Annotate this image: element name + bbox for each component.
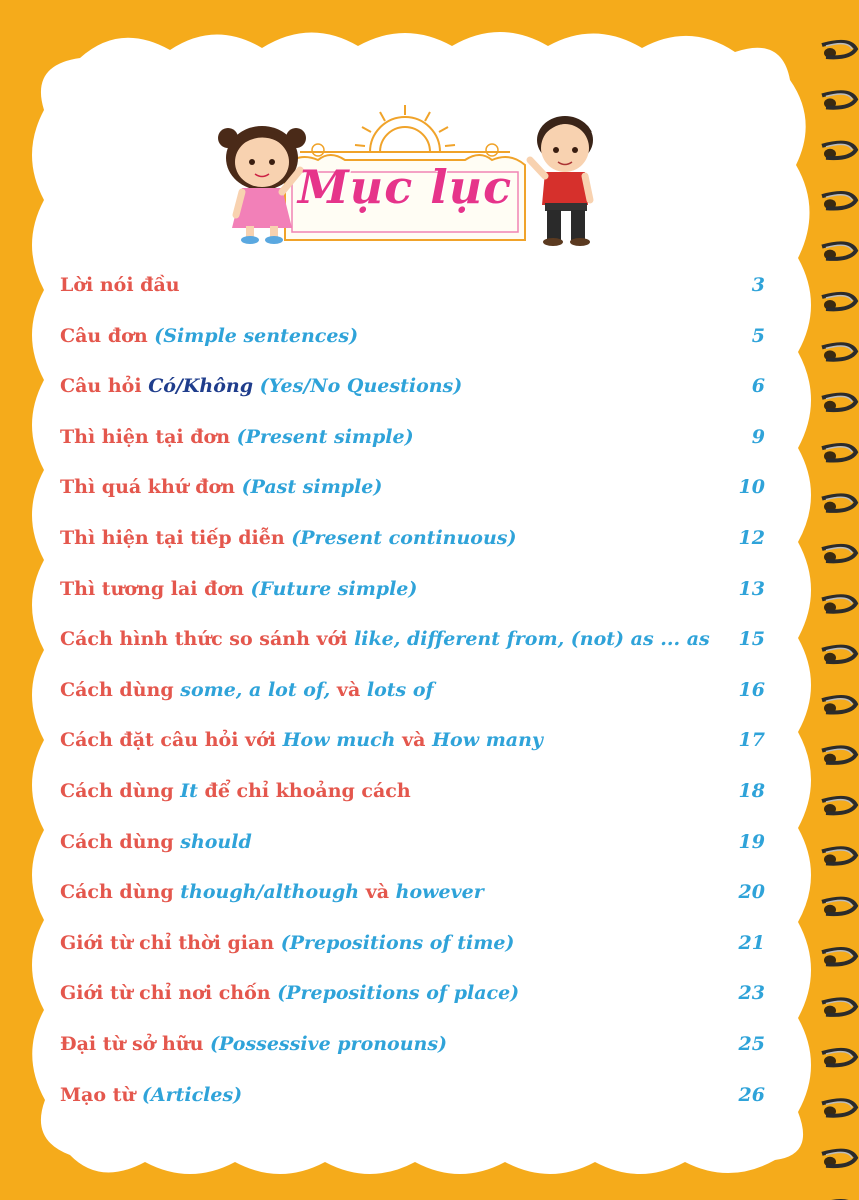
toc-entry-text: Có/Không — [148, 375, 254, 398]
spiral-ring — [822, 243, 856, 259]
toc-entry[interactable] — [60, 566, 765, 617]
toc-entry-text: (Yes/No Questions) — [253, 375, 463, 398]
toc-entry-text: though/although — [180, 881, 360, 904]
spiral-ring — [822, 899, 856, 915]
table-of-contents — [60, 262, 765, 1122]
toc-entry[interactable] — [60, 313, 765, 364]
toc-entry[interactable] — [60, 869, 765, 920]
toc-page-number: 15 — [738, 628, 765, 651]
spiral-ring — [822, 445, 856, 461]
toc-page-number: 6 — [751, 375, 765, 398]
spiral-ring — [822, 747, 856, 763]
toc-page-number: 9 — [751, 425, 765, 448]
page-title: Mục lục — [297, 160, 513, 214]
toc-entry-text: Cách dùng — [60, 678, 181, 701]
toc-entry[interactable] — [60, 262, 765, 313]
toc-entry[interactable] — [60, 970, 765, 1021]
toc-entry-text: để chỉ khoảng cách — [197, 779, 411, 802]
toc-entry-text: Cách dùng — [60, 830, 181, 853]
toc-page-number: 18 — [738, 779, 765, 802]
toc-page-number: 21 — [738, 931, 765, 954]
toc-entry-text: và — [395, 729, 433, 752]
spiral-ring — [822, 1100, 856, 1116]
toc-entry-text: How much — [282, 729, 396, 752]
toc-entry-text: (Articles) — [141, 1083, 243, 1106]
toc-entry-text: Cách dùng — [60, 881, 181, 904]
toc-entry-text: Thì hiện tại đơn — [60, 425, 237, 448]
toc-page-number: 5 — [751, 324, 765, 347]
spiral-ring — [822, 395, 856, 411]
toc-entry-text: Giới từ chỉ nơi chốn — [60, 982, 278, 1005]
spiral-ring — [822, 596, 856, 612]
spiral-ring — [822, 1151, 856, 1167]
toc-entry-text: How many — [432, 729, 543, 752]
spiral-ring — [822, 193, 856, 209]
toc-entry-text: (Present continuous) — [291, 526, 517, 549]
toc-entry-text: It — [180, 779, 198, 802]
toc-entry-text: (Present simple) — [236, 425, 414, 448]
toc-entry[interactable] — [60, 717, 765, 768]
toc-page-number: 16 — [738, 678, 765, 701]
toc-entry-text: Giới từ chỉ thời gian — [60, 931, 281, 954]
spiral-ring — [822, 697, 856, 713]
toc-entry-text: (Simple sentences) — [154, 324, 359, 347]
spiral-ring — [822, 42, 856, 58]
toc-entry-text: Thì hiện tại tiếp diễn — [60, 526, 292, 549]
toc-entry[interactable] — [60, 1072, 765, 1123]
toc-entry[interactable] — [60, 920, 765, 971]
toc-page-number: 25 — [738, 1032, 765, 1055]
spiral-ring — [822, 344, 856, 360]
toc-entry-text: some, a lot of, — [180, 678, 331, 701]
toc-entry[interactable] — [60, 464, 765, 515]
spiral-ring — [822, 294, 856, 310]
toc-entry-text: (Past simple) — [241, 476, 383, 499]
toc-entry-text: Cách đặt câu hỏi với — [60, 729, 283, 752]
spiral-ring — [822, 999, 856, 1015]
toc-entry-text: Cách hình thức so sánh với — [60, 628, 355, 651]
toc-entry[interactable] — [60, 1021, 765, 1072]
toc-entry-text: like, different from, (not) as ... as — [354, 628, 710, 651]
spiral-ring — [822, 949, 856, 965]
toc-page-number: 3 — [751, 274, 765, 296]
toc-entry-text: should — [180, 830, 252, 853]
toc-entry[interactable] — [60, 667, 765, 718]
toc-entry-text: Thì tương lai đơn — [60, 577, 251, 600]
toc-entry-text: lots of — [366, 678, 434, 701]
toc-entry-text: (Possessive pronouns) — [210, 1032, 448, 1055]
toc-entry-text: Thì quá khứ đơn — [60, 476, 242, 499]
toc-page-number: 23 — [738, 982, 765, 1005]
spiral-ring — [822, 495, 856, 511]
toc-entry-text: Lời nói đầu — [60, 274, 180, 296]
toc-entry-text: và — [359, 881, 396, 904]
toc-page-number: 19 — [738, 830, 765, 853]
toc-entry-text: Cách dùng — [60, 779, 181, 802]
toc-page-number: 17 — [738, 729, 765, 752]
toc-entry-text: Câu đơn — [60, 324, 155, 347]
toc-entry[interactable] — [60, 414, 765, 465]
toc-page-number: 10 — [738, 476, 765, 499]
toc-entry[interactable] — [60, 616, 765, 667]
spiral-ring — [822, 848, 856, 864]
toc-entry[interactable] — [60, 515, 765, 566]
toc-entry-text: (Future simple) — [250, 577, 418, 600]
toc-entry-text: (Prepositions of time) — [280, 931, 515, 954]
toc-entry-text: (Prepositions of place) — [277, 982, 520, 1005]
toc-page-number: 12 — [738, 526, 765, 549]
toc-page-number: 13 — [738, 577, 765, 600]
spiral-ring — [822, 143, 856, 159]
toc-page-number: 26 — [738, 1083, 765, 1106]
toc-entry-text: Đại từ sở hữu — [60, 1032, 210, 1055]
spiral-ring — [822, 798, 856, 814]
spiral-ring — [822, 1050, 856, 1066]
toc-entry-text: Câu hỏi — [60, 375, 149, 398]
toc-entry-text: Mạo từ — [60, 1083, 142, 1106]
toc-entry[interactable] — [60, 768, 765, 819]
spiral-ring — [822, 92, 856, 108]
spiral-ring — [822, 546, 856, 562]
toc-page-number: 20 — [738, 881, 765, 904]
spiral-binding — [822, 42, 856, 1200]
toc-entry[interactable] — [60, 819, 765, 870]
toc-entry[interactable] — [60, 363, 765, 414]
spiral-ring — [822, 647, 856, 663]
toc-entry-text: và — [330, 678, 367, 701]
toc-entry-text: however — [395, 881, 484, 904]
